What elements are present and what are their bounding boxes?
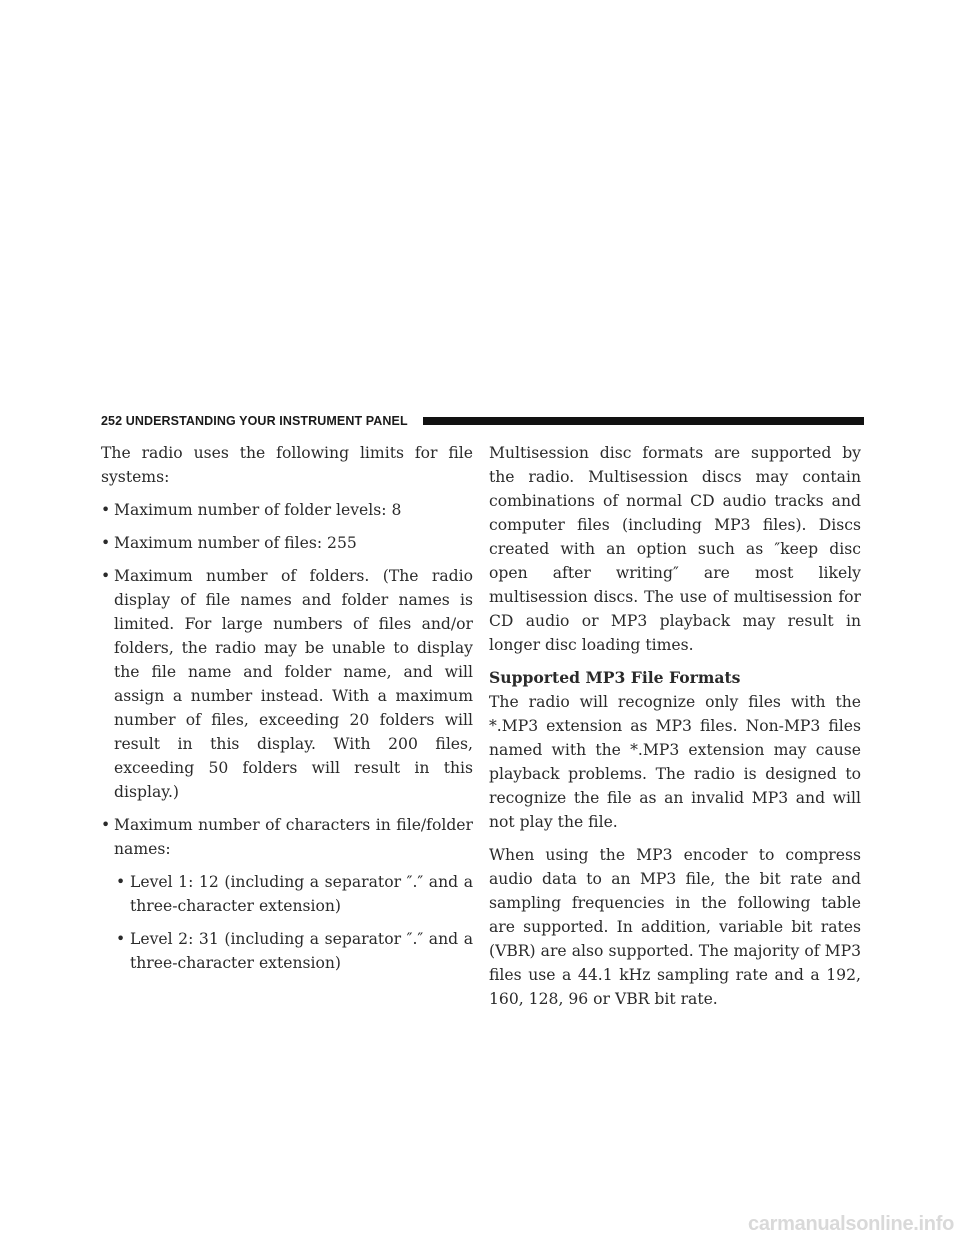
- sub-list-item-text: Level 2: 31 (including a separator ″.″ and a three-character extension): [130, 930, 473, 972]
- list-item: [101, 498, 473, 522]
- intro-text: The radio uses the following limits for file systems:: [101, 444, 473, 486]
- list-item: [101, 813, 473, 861]
- left-column: [101, 441, 473, 984]
- section-heading: Supported MP3 File Formats: [489, 668, 741, 687]
- sub-list-item: [101, 927, 473, 975]
- list-item-text: Maximum number of files: 255: [114, 534, 357, 552]
- bullet-icon: •: [101, 501, 111, 519]
- watermark: carmanualsonline.info: [748, 1213, 954, 1235]
- sub-list-item: [101, 870, 473, 918]
- list-item-text: Maximum number of folders. (The radio display of file names and folder names is limited. For large numbers of files and/or folders, the radio may be unable to display the file name and folder name, and will assign a number instead. With a maximum number of files, exceeding 20 folders will result in this display. With 200 files, exceeding 50 folders will result in this display.): [114, 567, 473, 801]
- right-column: [489, 441, 861, 1011]
- bullet-icon: •: [116, 930, 126, 948]
- bullet-icon: •: [101, 534, 111, 552]
- page-header: [101, 414, 864, 428]
- header-text: [101, 414, 408, 428]
- mp3-extension-paragraph: The radio will recognize only files with the *.MP3 extension as MP3 files. Non-MP3 files named with the *.MP3 extension may cause playback problems. The radio is designed to recognize the file as an invalid MP3 and will not play the file.: [489, 693, 861, 831]
- bullet-icon: •: [116, 873, 126, 891]
- encoder-paragraph: When using the MP3 encoder to compress audio data to an MP3 file, the bit rate and sampling frequencies in the following table are supported. In addition, variable bit rates (VBR) are also supported. The majority of MP3 files use a 44.1 kHz sampling rate and a 192, 160, 128, 96 or VBR bit rate.: [489, 846, 861, 1008]
- list-item-text: Maximum number of characters in file/folder names:: [114, 816, 473, 858]
- bullet-icon: •: [101, 567, 111, 585]
- sub-list-item-text: Level 1: 12 (including a separator ″.″ and a three-character extension): [130, 873, 473, 915]
- page-number: 252: [101, 414, 123, 428]
- list-item-text: Maximum number of folder levels: 8: [114, 501, 402, 519]
- list-item: [101, 564, 473, 804]
- list-item: [101, 531, 473, 555]
- header-rule: [423, 417, 864, 425]
- bullet-icon: •: [101, 816, 111, 834]
- section-title: UNDERSTANDING YOUR INSTRUMENT PANEL: [125, 414, 408, 428]
- multisession-paragraph: Multisession disc formats are supported by the radio. Multisession discs may contain combinations of normal CD audio tracks and computer files (including MP3 files). Discs created with an option such as ″keep disc open after writing″ are most likely multisession discs. The use of multisession for CD audio or MP3 playback may result in longer disc loading times.: [489, 444, 861, 654]
